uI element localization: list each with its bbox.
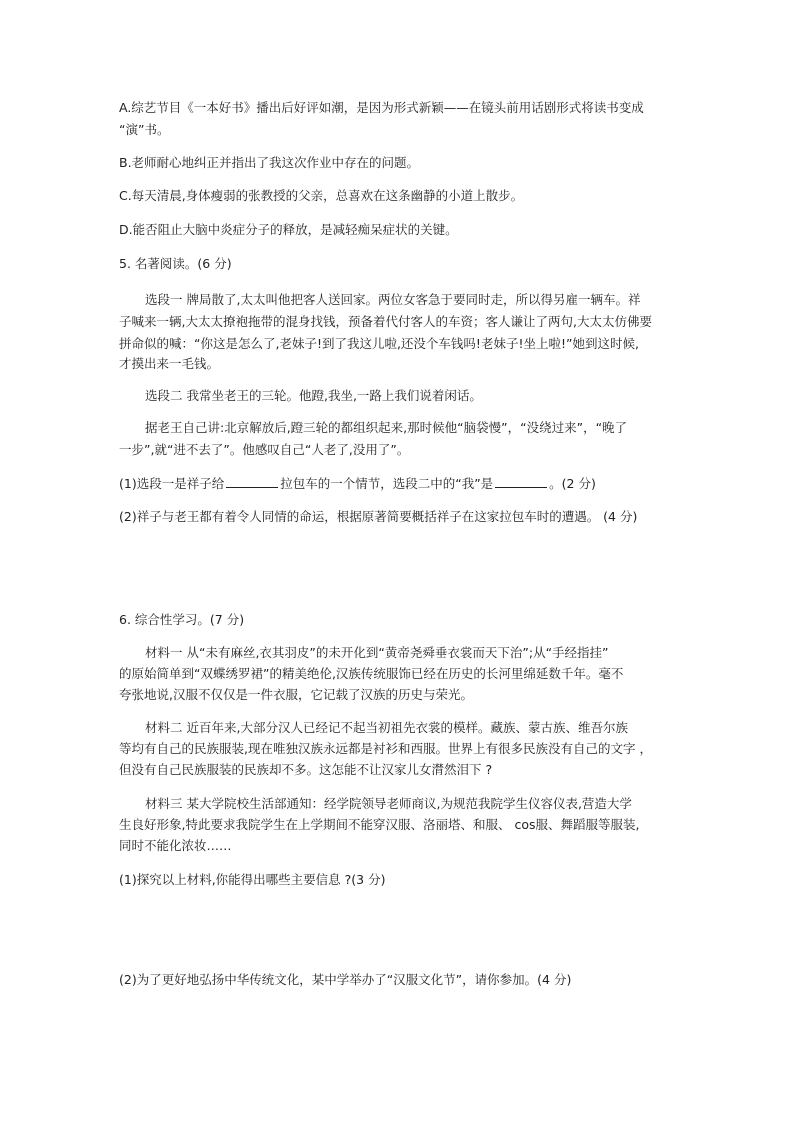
q6-heading: 6. 综合性学习。(7 分) [119,612,245,627]
option-b: B.老师耐心地纠正并指出了我这次作业中存在的问题。 [119,155,420,170]
q5-excerpt1-line1: 选段一 牌局散了,太太叫他把客人送回家。两位女客急于要同时走，所以得另雇一辆车。祥 [145,292,641,307]
q5-excerpt3-line2: 一步”,就“进不去了”。他感叹自己“人老了,没用了”。 [119,442,410,457]
option-a-line2: “演”书。 [119,122,170,137]
option-d: D.能否阻止大脑中炎症分子的释放，是减轻痴呆症状的关键。 [119,222,458,237]
q5-excerpt1-line4: 才摸出来一毛钱。 [119,356,220,371]
q5-excerpt2: 选段二 我常坐老王的三轮。他蹬,我坐,一路上我们说着闲话。 [145,388,482,403]
q5-heading: 5. 名著阅读。(6 分) [119,256,232,271]
q6-material1-line2: 的原始简单到“双蝶绣罗裙”的精美绝伦,汉族传统服饰已经在历史的长河里绵延数千年。毫不 [119,666,624,681]
option-c: C.每天清晨,身体瘦弱的张教授的父亲，总喜欢在这条幽静的小道上散步。 [119,188,524,203]
q5-excerpt3-line1: 据老王自己讲:北京解放后,蹬三轮的都组织起来,那时候他“脑袋慢”，“没绕过来”，“晚了 [145,420,628,435]
q5-excerpt1-line3: 拼命似的喊：“你这是怎么了,老妹子!到了我这儿啦,还没个车钱吗!老妹子!坐上啦!”她到这时候, [119,336,639,351]
answer-blank-2[interactable] [495,475,547,488]
q5-question1-part1: (1)选段一是祥子给 [119,476,225,491]
q6-material2-line3: 但没有自己民族服装的民族却不多。这怎能不让汉家儿女潸然泪下 ? [119,762,493,777]
q5-excerpt1-line2: 子喊来一辆,大太太撩袍拖带的混身找钱，预备着代付客人的车资；客人谦让了两句,大太太仿佛要 [119,314,652,329]
q6-question2: (2)为了更好地弘扬中华传统文化，某中学举办了“汉服文化节”，请你参加。(4 分) [119,972,572,987]
q6-material1-line3: 夸张地说,汉服不仅仅是一件衣服，它记载了汉族的历史与荣光。 [119,687,473,702]
q6-material2-line2: 等均有自己的民族服装,现在唯独汉族永远都是衬衫和西服。世界上有很多民族没有自己的文字 ， [119,741,652,756]
q6-material3-line1: 材料三 某大学院校生活部通知：经学院领导老师商议,为规范我院学生仪容仪表,营造大学 [145,796,632,811]
option-a-line1: A.综艺节目《一本好书》播出后好评如潮，是因为形式新颖——在镜头前用话剧形式将读书变成 [119,100,644,115]
q6-material3-line3: 同时不能化浓妆…… [119,838,232,853]
q6-question1: (1)探究以上材料,你能得出哪些主要信息 ?(3 分) [119,872,386,887]
q5-question1 [119,475,679,492]
q6-material3-line2: 生良好形象,特此要求我院学生在上学期间不能穿汉服、洛丽塔、和服、 cos服、舞蹈服等服装, [119,817,640,832]
answer-blank-1[interactable] [226,475,278,488]
q6-material1-line1: 材料一 从“未有麻丝,衣其羽皮”的未开化到“黄帝尧舜垂衣裳而天下治”;从“手经指挂” [145,645,609,660]
q6-material2-line1: 材料二 近百年来,大部分汉人已经记不起当初祖先衣裳的模样。藏族、蒙古族、维吾尔族 [145,720,628,735]
q5-question2: (2)祥子与老王都有着令人同情的命运，根据原著简要概括祥子在这家拉包车时的遭遇。 (4 分) [119,509,638,524]
q5-question1-part3: 。(2 分) [549,476,596,491]
q5-question1-part2: 拉包车的一个情节，选段二中的“我”是 [280,476,494,491]
